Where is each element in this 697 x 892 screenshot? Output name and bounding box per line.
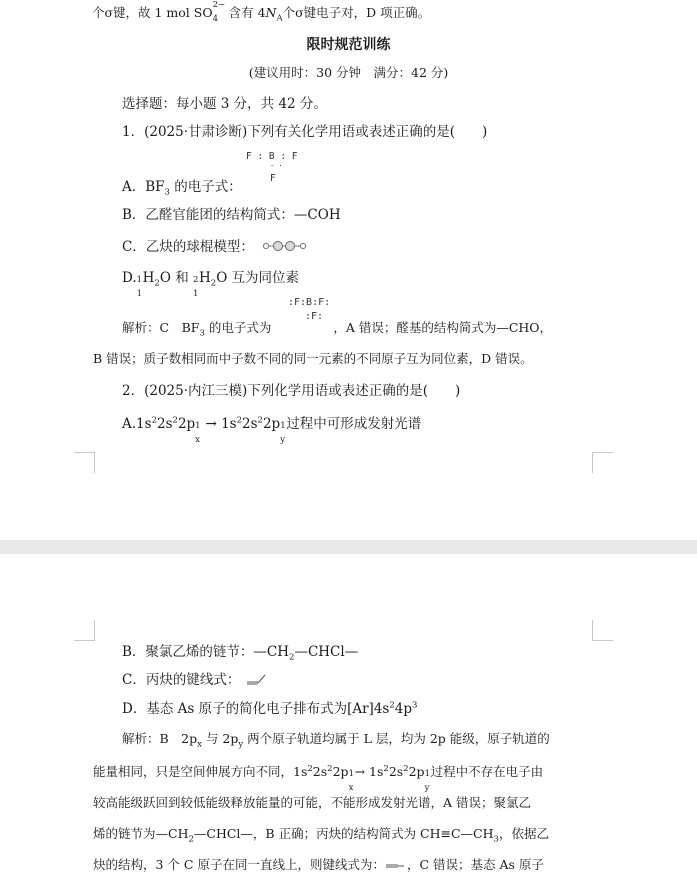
acetylene-ball-stick-model <box>262 240 308 252</box>
document-page-2 <box>0 554 697 892</box>
q1-explanation-line-2: B 错误；质子数相同而中子数不同的同一元素的不同原子互为同位素，D 错误。 <box>93 351 533 366</box>
q1-option-d: D. 1 1 $H_2O$ 和 2 1 $H_2O$ 互为同位素 <box>122 270 300 299</box>
page-separator <box>0 540 697 554</box>
q2-explanation-line-1: 解析：B $2p_x$ 与 $2p_y$ 两个原子轨道均属于 L 层，均为 2p 能级，原子轨道的 <box>122 731 550 750</box>
page-corner-mark <box>74 620 95 641</box>
q2-option-a: $A.1s^22s^22p$ 1 x → $1s^22s^22p$ 1 y 过程中可形成发射光谱 <box>122 415 422 445</box>
q2-explanation-line-2: 能量相同，只是空间伸展方向不同，$1s^22s^22p$ 1 x → $1s^22s^22p$ 1 y 过程中不存在电子由 <box>93 763 544 793</box>
q2-stem: 2．(2025·内江三模)下列化学用语或表述正确的是( ) <box>122 383 461 399</box>
q2-explanation-line-5: 炔的结构，3 个 C 原子在同一直线上，则键线式为： ，C 错误；基态 As 原子 <box>93 857 544 872</box>
q1-explanation-line-1: 解析：C $BF_3$ 的电子式为 ，A 错误；醛基的结构简式为—CHO， <box>122 320 553 339</box>
q2-option-c: C．丙炔的键线式： <box>122 672 241 688</box>
linear-skeletal-formula <box>385 862 405 870</box>
q2-explanation-line-4: 烯的链节为$—CH_2—CHCl—$，B 正确；丙炔的结构简式为 $CH\equiv C—CH_3$，依据乙 <box>93 826 549 845</box>
q1-option-c: C．乙炔的球棍模型： <box>122 239 254 255</box>
time-note: (建议用时：30 分钟 满分：42 分) <box>248 65 449 80</box>
q2-explanation-line-3: 较高能级跃回到较低能级释放能量的可能，不能形成发射光谱，A 错误；聚氯乙 <box>93 795 532 810</box>
q1-option-a: A．$BF_3$ 的电子式： <box>122 179 242 198</box>
explanation-electron-formula: :F:B:F: :F: <box>288 297 331 322</box>
page-corner-mark <box>592 620 613 641</box>
page-corner-mark <box>74 452 95 473</box>
propyne-skeletal-formula <box>246 673 266 685</box>
q1-stem: 1．(2025·甘肃诊断)下列有关化学用语或表述正确的是( ) <box>122 124 488 140</box>
bf3-electron-formula: F : B : F · · F <box>246 151 298 184</box>
q2-option-b: B．聚氯乙烯的链节：$—CH_2—CHCl—$ <box>122 644 359 663</box>
q1-option-b: B．乙醛官能团的结构简式：—COH <box>122 207 341 223</box>
page-corner-mark <box>592 452 613 473</box>
carryover-line: 个σ键，故 1 mol SO 2− 4 含有 $4N_A$个σ键电子对，D 项正确。 <box>92 0 431 24</box>
instructions: 选择题：每小题 3 分，共 42 分。 <box>122 96 327 112</box>
section-title: 限时规范训练 <box>306 37 391 53</box>
q2-option-d: D．基态 As 原子的简化电子排布式为$[Ar]4s^24p^3$ <box>122 700 418 717</box>
